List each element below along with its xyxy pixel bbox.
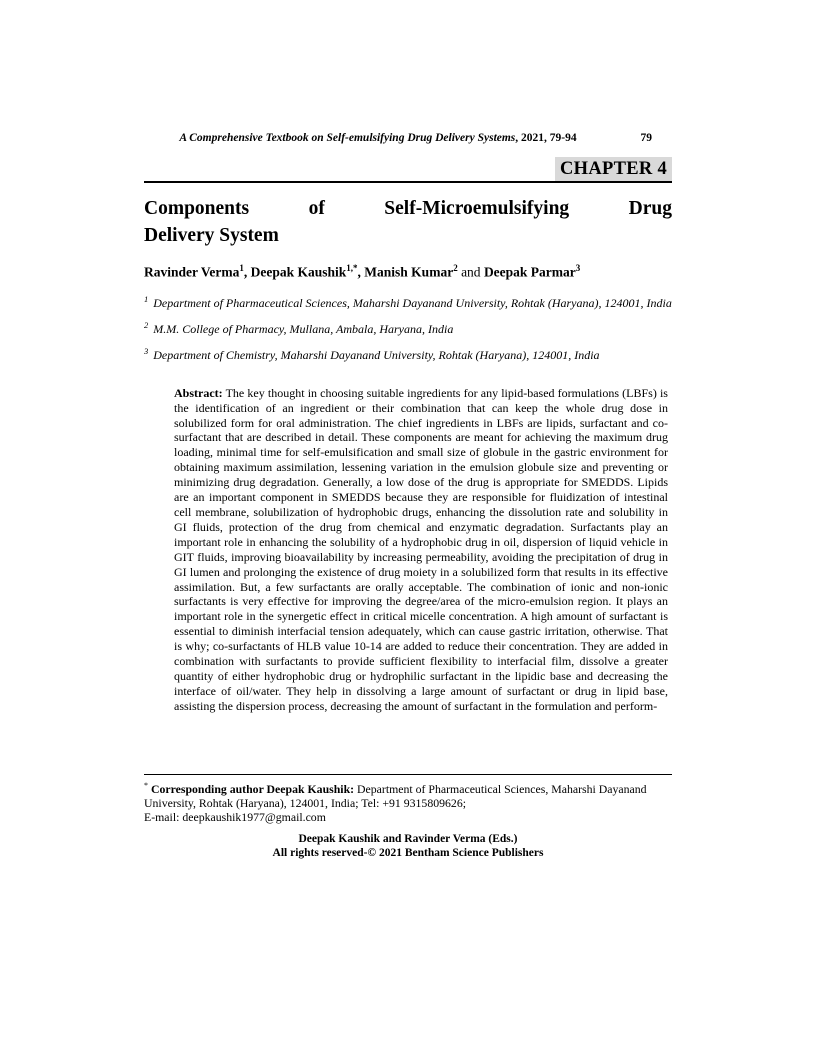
page-title (144, 196, 672, 249)
author-separator: , (243, 264, 251, 280)
running-head-suffix: , 2021, 79-94 (515, 132, 577, 144)
title-line-2: Delivery System (144, 224, 279, 246)
abstract-paragraph (174, 386, 668, 714)
author-affiliation-marker: 3 (575, 263, 581, 274)
author-separator: and (457, 264, 484, 280)
running-head (144, 132, 672, 144)
affiliation (144, 344, 672, 363)
page-number: 79 (640, 132, 652, 144)
footnote-marker: * (144, 781, 148, 790)
page-content (144, 0, 672, 714)
affiliation (144, 318, 672, 337)
author-name: Ravinder Verma (144, 264, 240, 280)
affiliation-text: M.M. College of Pharmacy, Mullana, Ambala, Haryana, India (153, 321, 454, 336)
abstract-label: Abstract: (174, 385, 223, 400)
chapter-rule (144, 157, 672, 183)
page-footer (144, 774, 672, 860)
rights-line: All rights reserved-© 2021 Bentham Science Publishers (272, 846, 544, 859)
author-name: Deepak Kaushik (250, 264, 347, 280)
affiliation-marker: 3 (144, 345, 149, 356)
book-title: A Comprehensive Textbook on Self-emulsifying Drug Delivery Systems (179, 132, 516, 144)
affiliation (144, 292, 672, 311)
abstract-text: The key thought in choosing suitable ingredients for any lipid-based formulations (LBFs) is the identification of an ingredient or their combination that can keep the whole drug dose in solubilized form for oral administration. The chief ingredients in LBFs are lipids, surfactant and co-surfactant that are described in detail. These components are meant for achieving the maximum drug loading, minimal time for self-emulsification and small size of globule in the gastric environment for obtaining maximum assimilation, lessening variation in the emulsion globule size and preventing or minimizing drug degradation. Generally, a low dose of the drug is appropriate for SMEDDS. Lipids are an important component in SMEDDS because they are responsible for fluidization of intestinal cell membrane, solubilization of hydrophobic drugs, enhancing the dissolution rate and solubility in GI fluids, protection of the drug from chemical and enzymatic degradation. Surfactants play an important role in enhancing the solubility of a hydrophobic drug in oil, dispersion of liquid vehicle in GIT fluids, improving bioavailability by increasing permeability, avoiding the precipitation of drug in GI lumen and prolonging the existence of drug moiety in a solubilized form that results in its effective assimilation. But, a few surfactants are orally acceptable. The combination of ionic and non-ionic surfactants is very effective for improving the degree/area of the micro-emulsion region. It plays an important role in the synergetic effect in critical micelle concentration. A high amount of surfactant is essential to diminish interfacial tension adequately, which can cause gastric irritation, otherwise. That is why; co-surfactants of HLB value 10-14 are added to reduce their concentration. They are added in combination with surfactants to provide sufficient flexibility to interfacial film, dissolve a greater quantity of either hydrophobic drug or hydrophilic surfactant in the lipidic base and decreasing the interface of oil/water. They help in dissolving a large amount of surfactant or drug in lipid base, assisting the dispersion process, decreasing the amount of surfactant in the formulation and perform- (174, 385, 668, 713)
chapter-label: CHAPTER 4 (555, 157, 672, 181)
editors-line: Deepak Kaushik and Ravinder Verma (Eds.) (298, 833, 518, 846)
footnote-label: Corresponding author Deepak Kaushik: (150, 781, 355, 796)
affiliation-marker: 1 (144, 293, 149, 304)
running-head-text (144, 132, 612, 144)
author-separator: , (357, 264, 365, 280)
title-line-1: Components of Self-Microemulsifying Drug (144, 198, 672, 220)
authors-line (144, 263, 672, 281)
affiliations-list (144, 292, 672, 363)
author-name: Manish Kumar (364, 264, 454, 280)
publisher-block (144, 833, 672, 860)
author-name: Deepak Parmar (483, 264, 576, 280)
affiliation-text: Department of Chemistry, Maharshi Dayanand University, Rohtak (Haryana), 124001, India (153, 347, 600, 362)
author-affiliation-marker: 1,* (346, 263, 358, 274)
author-affiliation-marker: 1 (239, 263, 244, 274)
affiliation-marker: 2 (144, 319, 149, 330)
author-affiliation-marker: 2 (453, 263, 458, 274)
footnote-email: E-mail: deepkaushik1977@gmail.com (144, 809, 326, 824)
footnote-text: Department of Pharmaceutical Sciences, Maharshi Dayanand University, Rohtak (Haryana), 124001, India; Tel: +91 9315809626; (144, 781, 647, 810)
corresponding-author-footnote (144, 779, 672, 811)
affiliation-text: Department of Pharmaceutical Sciences, Maharshi Dayanand University, Rohtak (Haryana), 124001, India (153, 295, 672, 310)
